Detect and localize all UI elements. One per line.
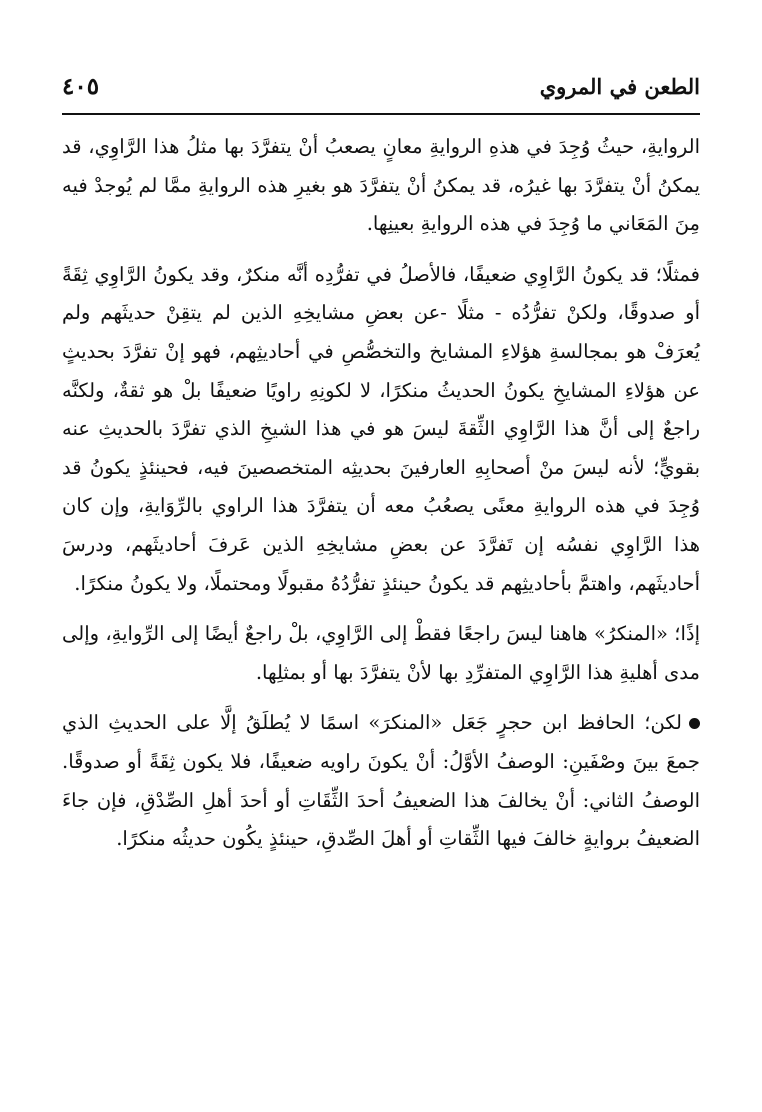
paragraph-text: فمثلًا؛ قد يكونُ الرَّاوِي ضعيفًا، فالأصلُ في تفرُّدِه أنَّه منكرٌ، وقد يكونُ الرَّاوِي ثِقَةً أو صدوقًا، ولكنْ تفرُّدُه - مثلًا -عن بعضِ مشايخِهِ الذين لم يتقِنْ حديثَهم ولم يُعرَفْ هو بمجالسةِ هؤلاءِ المشايخ والتخصُّصِ في أحاديثِهم، فهو إنْ تفرَّدَ بحديثٍ عن هؤلاءِ المشايخِ يكونُ الحديثُ منكرًا، لا لكونِهِ راويًا ضعيفًا بلْ هو ثقةٌ، ولكنَّه راجعٌ إلى أنَّ هذا الرَّاوِي الثِّقةَ ليسَ هو في هذا الشيخِ الذي تفرَّدَ بالحديثِ عنه بقويٍّ؛ لأنه ليسَ منْ أصحابِهِ العارفينَ بحديثِه المتخصصينَ فيه، فحينئذٍ يكونُ قد وُجِدَ في هذه الروايةِ معنًى يصعُبُ معه أن يتفرَّدَ هذا الراوي بالرِّوَايةِ، وإن كان هذا الرَّاوِي نفسُه إن تَفرَّدَ عن بعضِ مشايخِهِ الذين عَرفَ أحاديثَهم، ودرسَ أحاديثَهم، واهتمَّ بأحاديثِهم قد يكونُ حينئذٍ تفرُّدُهُ مقبولًا ومحتملًا، ولا يكونُ منكرًا. [62,262,700,595]
running-title: الطعن في المروي [539,73,700,99]
paragraph-text: لكن؛ الحافظ ابن حجرٍ جَعَل «المنكرَ» اسمًا لا يُطلَقُ إلَّا على الحديثِ الذي جمعَ بينَ وصْفَينِ: الوصفُ الأوَّلُ: أنْ يكونَ راويه ضعيفًا، فلا يكون ثِقَةً أو صدوقًا. الوصفُ الثاني: أنْ يخالفَ هذا الضعيفُ أحدَ الثِّقَاتِ أو أحدَ أهلِ الصِّدْقِ، فإن جاءَ الضعيفُ بروايةٍ خالفَ فيها الثِّقاتِ أو أهلَ الصِّدقِ، حينئذٍ يكُون حديثُه منكرًا. [62,711,700,851]
paragraph-text: إذًا؛ «المنكرُ» هاهنا ليسَ راجعًا فقطْ إلى الرَّاوِي، بلْ راجعٌ أيضًا إلى الرِّوايةِ، وإلى مدى أهليةِ هذا الرَّاوِي المتفرِّدِ بها لأنْ يتفرَّدَ بها أو بمثلِها. [62,622,700,684]
header-rule [62,113,700,115]
paragraph-1 [62,128,700,244]
paragraph-text: الروايةِ، حيثُ وُجِدَ في هذهِ الروايةِ معانٍ يصعبُ أنْ يتفرَّدَ بها مثلُ هذا الرَّاوِي، قد يمكنُ أنْ يتفرَّدَ بها غيرُه، قد يمكنُ أنْ يتفرَّدَ هو بغيرِ هذه الروايةِ ممَّا لم يُوجدْ فيه مِنَ المَعَاني ما وُجِدَ في هذه الروايةِ بعينِها. [62,135,700,236]
bullet-icon [689,718,700,729]
paragraph-2 [62,256,700,603]
body-text [62,128,700,859]
page-number: ٤٠٥ [62,72,100,100]
paragraph-3 [62,615,700,692]
page-header [62,66,700,106]
paragraph-4 [62,704,700,858]
